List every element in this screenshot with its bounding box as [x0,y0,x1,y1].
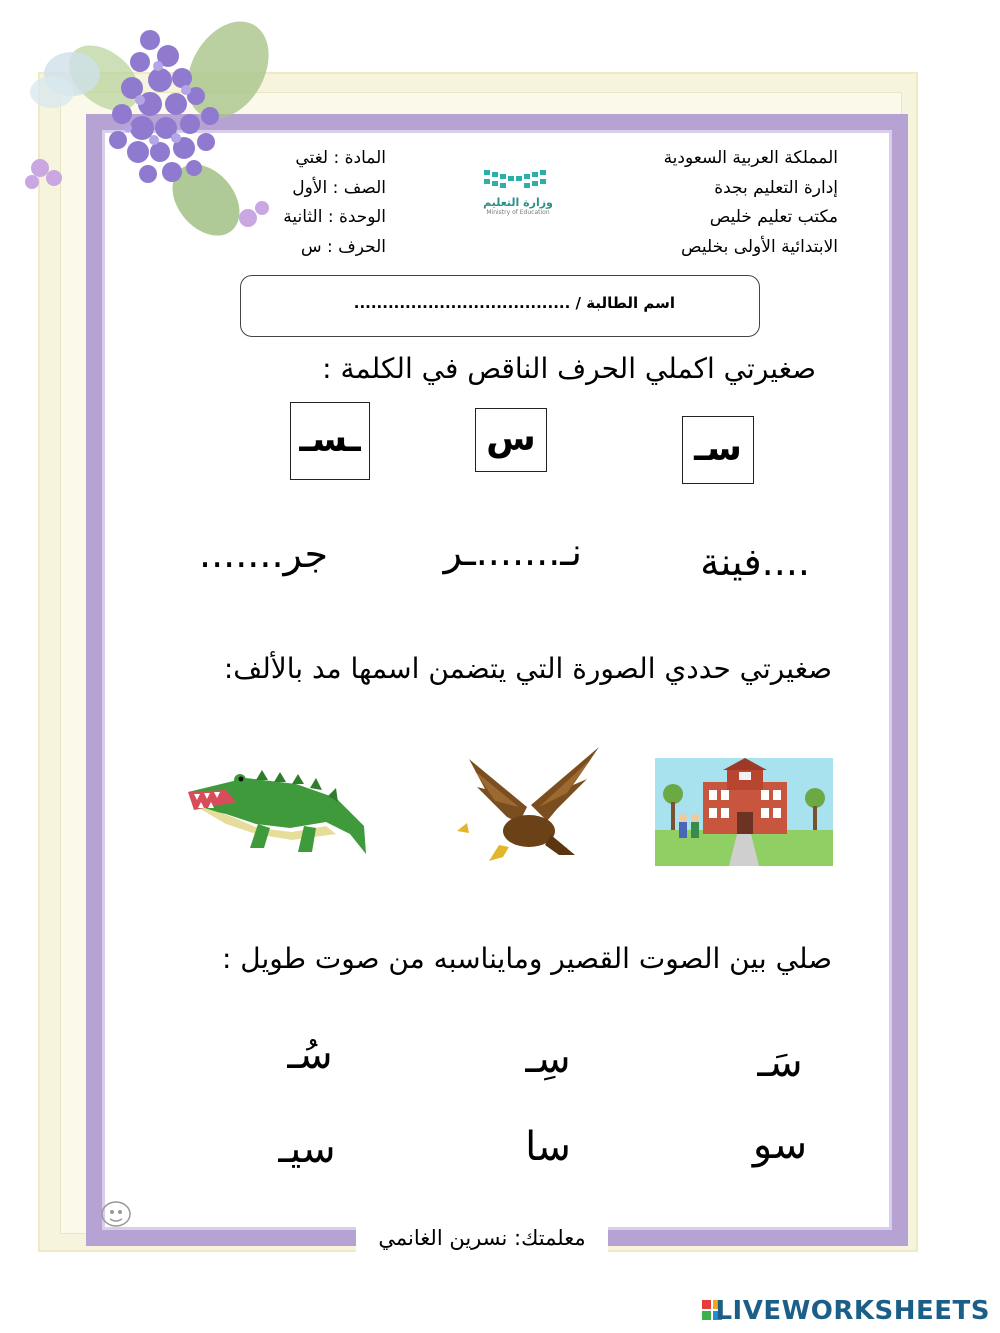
eagle-picture[interactable] [455,745,603,870]
long-sound-waw[interactable]: سو [752,1122,808,1168]
ministry-name-arabic: وزارة التعليم [483,196,553,209]
word-blank-1[interactable]: ....فينة [700,540,810,584]
unit-line: الوحدة : الثانية [283,207,386,227]
short-sound-kasra[interactable]: سِـ [525,1036,571,1082]
section3-instruction: صلي بين الصوت القصير ومايناسبه من صوت طويل : [221,942,832,975]
short-sound-fatha[interactable]: سَـ [757,1040,803,1086]
office-line: مكتب تعليم خليص [709,207,838,227]
student-name-dots: ...................................... [353,294,571,312]
teacher-name: معلمتك: نسرين الغانمي [356,1218,608,1260]
ministry-logo [478,168,558,216]
liveworksheets-brand[interactable]: LIVEWORKSHEETS [715,1296,990,1326]
section2-instruction: صغيرتي حددي الصورة التي يتضمن اسمها مد بالألف: [223,652,832,685]
ministry-name-english: Ministry of Education [486,209,550,216]
student-name-field[interactable] [354,294,675,312]
directorate-line: إدارة التعليم بجدة [714,177,838,198]
school-line: الابتدائية الأولى بخليص [681,236,838,257]
school-picture[interactable] [655,758,833,866]
ministry-dots-icon [478,168,558,192]
word-blank-2[interactable]: نـ.......ـر [443,530,582,574]
crocodile-picture[interactable] [186,768,370,860]
letter-form-isolated[interactable]: س [475,408,547,472]
long-sound-ya[interactable]: سيـ [278,1126,336,1172]
letter-form-initial[interactable]: سـ [682,416,754,484]
student-name-label: اسم الطالبة / [575,294,675,312]
word-blank-3[interactable]: جر....... [198,532,328,576]
small-ornament-icon [98,1198,134,1230]
student-name-box [240,275,760,337]
long-sound-alif[interactable]: سا [525,1124,571,1170]
subject-info [268,144,386,262]
flower-decoration-icon [0,0,280,250]
subject-line: المادة : لغتي [295,148,386,168]
school-header [664,144,838,262]
kingdom-line: المملكة العربية السعودية [663,148,838,168]
short-sound-damma[interactable]: سُـ [287,1032,333,1078]
letter-line: الحرف : س [300,236,386,257]
letter-form-medial[interactable]: ـسـ [290,402,370,480]
section1-instruction: صغيرتي اكملي الحرف الناقص في الكلمة : [322,352,816,385]
grade-line: الصف : الأول [292,177,386,198]
